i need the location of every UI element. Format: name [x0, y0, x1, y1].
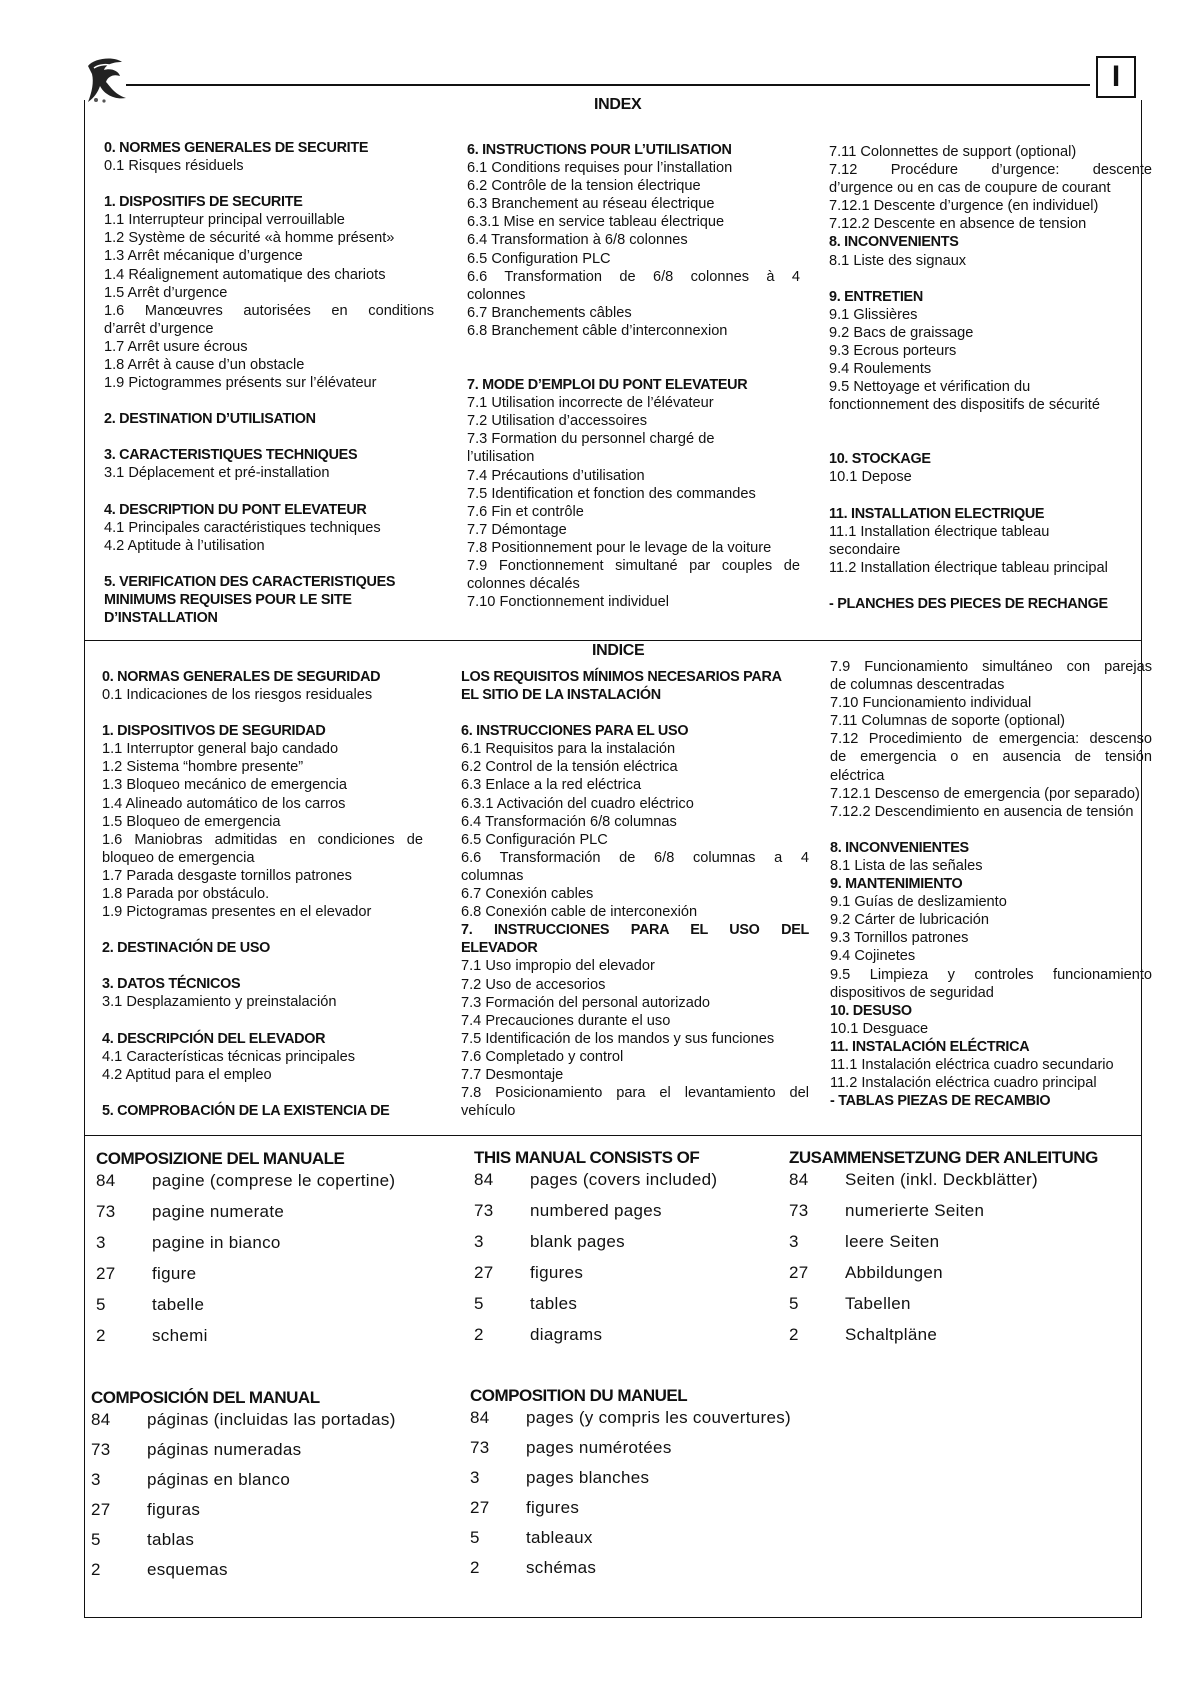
spacer — [104, 392, 434, 410]
index-entry: 4.2 Aptitud para el empleo — [102, 1066, 272, 1083]
spacer — [104, 175, 434, 193]
indice-title: INDICE — [592, 642, 645, 659]
index-entry: 3.1 Desplazamiento y preinstalación — [102, 994, 337, 1011]
index-heading: - TABLAS PIEZAS DE RECAMBIO — [830, 1093, 1051, 1110]
spacer — [102, 957, 423, 975]
composition-row — [91, 1500, 451, 1530]
composition-row — [474, 1325, 774, 1356]
index-entry: 1.9 Pictogrammes présents sur l’élévateur — [104, 375, 377, 392]
composition-label: páginas numeradas — [147, 1440, 302, 1459]
index-entry: 6.5 Configuración PLC — [461, 831, 608, 848]
index-entry: 7.11 Colonnettes de support (optional) — [829, 144, 1077, 160]
index-entry: 6.1 Requisitos para la instalación — [461, 741, 676, 758]
index-heading: 0. NORMES GENERALES DE SECURITE — [104, 140, 369, 156]
index-entry: 7.12.2 Descente en absence de tension — [829, 216, 1087, 233]
index-entry: 7.10 Funcionamiento individual — [830, 695, 1032, 712]
index-entry: 7.11 Columnas de soporte (optional) — [830, 713, 1065, 730]
index-entry: columnas — [461, 867, 524, 884]
index-entry: 1.5 Arrêt d’urgence — [104, 284, 228, 301]
index-entry: 7.1 Uso impropio del elevador — [461, 958, 655, 975]
index-entry: 9.2 Bacs de graissage — [829, 324, 974, 341]
composition-label: tableaux — [526, 1528, 593, 1547]
spacer — [102, 921, 423, 939]
composition-row — [474, 1263, 774, 1294]
index-heading: 2. DESTINACIÓN DE USO — [102, 940, 271, 957]
index-entry: d’arrêt d’urgence — [104, 320, 214, 337]
composition-count: 5 — [474, 1294, 484, 1313]
index-entry: de emergencia o en ausencia de tensión — [830, 749, 1152, 766]
index-entry: 1.9 Pictogramas presentes en el elevador — [102, 904, 372, 921]
brand-logo-icon — [84, 56, 128, 104]
composition-title: COMPOSITION DU MANUEL — [470, 1386, 688, 1405]
index-entry: 6.8 Branchement câble d’interconnexion — [467, 322, 728, 339]
index-entry: 6.3 Branchement au réseau électrique — [467, 196, 715, 213]
composition-count: 27 — [474, 1263, 494, 1282]
index-entry: 7.12 Procedimiento de emergencia: descenso — [830, 731, 1152, 748]
index-entry: 1.6 Maniobras admitidas en condiciones de — [102, 831, 423, 848]
composition-row — [96, 1202, 436, 1233]
index-heading: 7. MODE D’EMPLOI DU PONT ELEVATEUR — [467, 377, 748, 394]
index-heading: 8. INCONVENIENTES — [830, 839, 969, 856]
index-entry: 7.3 Formation du personnel chargé de — [467, 431, 715, 448]
composition-label: numerierte Seiten — [845, 1201, 985, 1220]
index-entry: 6.4 Transformación 6/8 columnas — [461, 813, 677, 830]
composition-row — [96, 1171, 436, 1202]
index-es-column-1 — [102, 668, 423, 1120]
page-section-letter: I — [1096, 56, 1136, 98]
index-entry: 7.8 Posicionamiento para el levantamiento del — [461, 1085, 809, 1102]
composition-count: 73 — [96, 1202, 116, 1221]
composition-label: pages (y compris les couvertures) — [526, 1408, 791, 1427]
composition-count: 3 — [474, 1232, 484, 1251]
index-heading: 3. DATOS TÉCNICOS — [102, 976, 241, 993]
index-heading: 10. DESUSO — [830, 1002, 912, 1019]
index-entry: fonctionnement des dispositifs de sécurité — [829, 397, 1100, 414]
composition-row — [96, 1295, 436, 1326]
composition-it — [96, 1149, 436, 1357]
index-entry: 10.1 Desguace — [830, 1020, 929, 1037]
composition-row — [789, 1170, 1129, 1201]
index-entry: 8.1 Lista de las señales — [830, 857, 983, 874]
index-entry: 1.2 Système de sécurité «à homme présent» — [104, 230, 395, 247]
index-entry: 3.1 Déplacement et pré-installation — [104, 465, 330, 482]
composition-title: COMPOSICIÓN DEL MANUAL — [91, 1388, 320, 1407]
index-entry: 9.1 Glissières — [829, 306, 918, 323]
composition-title: THIS MANUAL CONSISTS OF — [474, 1148, 700, 1167]
composition-count: 3 — [91, 1470, 101, 1489]
index-fr-column-3 — [829, 143, 1152, 613]
index-heading: 6. INSTRUCCIONES PARA EL USO — [461, 723, 689, 740]
composition-label: tables — [530, 1294, 578, 1313]
spacer — [104, 483, 434, 501]
index-entry: 7.8 Positionnement pour le levage de la voiture — [467, 539, 772, 556]
composition-row — [789, 1232, 1129, 1263]
spacer — [829, 270, 1152, 288]
composition-count: 2 — [474, 1325, 484, 1344]
index-fr-column-2 — [467, 141, 800, 611]
composition-row — [96, 1233, 436, 1264]
index-entry: 9.4 Roulements — [829, 361, 932, 378]
index-entry: 1.8 Arrêt à cause d’un obstacle — [104, 357, 305, 374]
index-entry: 7.4 Précautions d’utilisation — [467, 467, 645, 484]
index-entry: 6.7 Conexión cables — [461, 886, 594, 903]
index-heading: 7. INSTRUCCIONES PARA EL USO DEL — [461, 922, 809, 939]
index-entry: colonnes — [467, 286, 526, 303]
composition-label: Tabellen — [845, 1294, 911, 1313]
composition-label: schemi — [152, 1326, 208, 1345]
composition-row — [789, 1294, 1129, 1325]
composition-row — [474, 1170, 774, 1201]
index-entry: 9.3 Tornillos patrones — [830, 930, 969, 947]
index-entry: 7.12.2 Descendimiento en ausencia de tensión — [830, 803, 1134, 820]
spacer — [104, 428, 434, 446]
index-entry: 9.3 Ecrous porteurs — [829, 342, 957, 359]
composition-row — [470, 1498, 830, 1528]
composition-row — [474, 1294, 774, 1325]
spacer — [102, 1084, 423, 1102]
index-entry: 1.3 Arrêt mécanique d’urgence — [104, 248, 303, 265]
composition-row — [91, 1410, 451, 1440]
index-entry: 11.1 Installation électrique tableau — [829, 523, 1050, 540]
spacer — [829, 487, 1152, 505]
index-entry: 9.2 Cárter de lubricación — [830, 912, 989, 929]
composition-count: 3 — [470, 1468, 480, 1487]
index-es-column-3 — [830, 658, 1152, 1110]
composition-title: ZUSAMMENSETZUNG DER ANLEITUNG — [789, 1148, 1098, 1167]
index-fr-column-1 — [104, 139, 434, 627]
index-entry: 1.5 Bloqueo de emergencia — [102, 813, 281, 830]
composition-count: 84 — [96, 1171, 116, 1190]
index-entry: d’urgence ou en cas de coupure de courant — [829, 180, 1111, 197]
index-entry: colonnes décalés — [467, 576, 580, 593]
index-entry: 7.12.1 Descente d’urgence (en individuel) — [829, 198, 1099, 215]
composition-de — [789, 1148, 1129, 1356]
index-entry: 9.1 Guías de deslizamiento — [830, 894, 1007, 911]
index-entry: 6.2 Contrôle de la tension électrique — [467, 178, 701, 195]
divider-indice-composition — [84, 1135, 1142, 1136]
index-entry: 7.5 Identificación de los mandos y sus funciones — [461, 1030, 775, 1047]
composition-count: 84 — [470, 1408, 490, 1427]
composition-count: 2 — [96, 1326, 106, 1345]
composition-es — [91, 1388, 451, 1590]
composition-label: figures — [530, 1263, 584, 1282]
composition-label: figuras — [147, 1500, 201, 1519]
composition-row — [91, 1560, 451, 1590]
index-entry: secondaire — [829, 541, 901, 558]
index-heading: - PLANCHES DES PIECES DE RECHANGE — [829, 595, 1108, 612]
index-heading: 1. DISPOSITIFS DE SECURITE — [104, 194, 303, 211]
composition-label: figure — [152, 1264, 197, 1283]
index-entry: 4.1 Características técnicas principales — [102, 1048, 356, 1065]
index-entry: 7.3 Formación del personal autorizado — [461, 994, 711, 1011]
index-entry: 7.4 Precauciones durante el uso — [461, 1012, 671, 1029]
composition-count: 84 — [91, 1410, 111, 1429]
composition-label: Abbildungen — [845, 1263, 943, 1282]
composition-count: 73 — [470, 1438, 490, 1457]
composition-label: páginas en blanco — [147, 1470, 291, 1489]
composition-row — [91, 1440, 451, 1470]
composition-row — [96, 1326, 436, 1357]
composition-fr — [470, 1386, 830, 1588]
spacer — [102, 1012, 423, 1030]
composition-row — [91, 1530, 451, 1560]
index-heading: 3. CARACTERISTIQUES TECHNIQUES — [104, 447, 358, 464]
index-entry: 9.4 Cojinetes — [830, 948, 916, 965]
composition-title: COMPOSIZIONE DEL MANUALE — [96, 1149, 345, 1168]
composition-count: 73 — [91, 1440, 111, 1459]
composition-count: 84 — [789, 1170, 809, 1189]
spacer — [829, 577, 1152, 595]
index-entry: 7.2 Utilisation d’accessoires — [467, 413, 648, 430]
composition-count: 27 — [96, 1264, 116, 1283]
index-entry: 7.6 Fin et contrôle — [467, 503, 584, 520]
composition-label: diagrams — [530, 1325, 603, 1344]
composition-row — [470, 1408, 830, 1438]
index-heading: 5. COMPROBACIÓN DE LA EXISTENCIA DE — [102, 1102, 390, 1119]
index-entry: 1.7 Arrêt usure écrous — [104, 338, 248, 355]
index-heading: 4. DESCRIPCIÓN DEL ELEVADOR — [102, 1030, 326, 1047]
composition-count: 27 — [789, 1263, 809, 1282]
index-entry: 6.2 Control de la tensión eléctrica — [461, 759, 678, 776]
composition-count: 3 — [789, 1232, 799, 1251]
spacer — [829, 414, 1152, 450]
index-entry: 11.1 Instalación eléctrica cuadro secundario — [830, 1056, 1114, 1073]
index-entry: 6.6 Transformación de 6/8 columnas a 4 — [461, 849, 809, 866]
composition-row — [474, 1201, 774, 1232]
composition-count: 5 — [789, 1294, 799, 1313]
composition-label: tabelle — [152, 1295, 205, 1314]
composition-label: pagine numerate — [152, 1202, 285, 1221]
composition-count: 3 — [96, 1233, 106, 1252]
index-entry: 10.1 Depose — [829, 469, 912, 486]
header-rule — [126, 84, 1090, 86]
index-entry: l’utilisation — [467, 449, 535, 466]
index-entry: vehículo — [461, 1103, 516, 1120]
composition-row — [470, 1528, 830, 1558]
index-entry: 7.5 Identification et fonction des commandes — [467, 485, 756, 502]
composition-row — [470, 1468, 830, 1498]
composition-row — [470, 1558, 830, 1588]
spacer — [461, 704, 809, 722]
index-entry: 1.4 Réalignement automatique des chariots — [104, 266, 386, 283]
index-entry: 7.10 Fonctionnement individuel — [467, 594, 670, 611]
composition-count: 27 — [91, 1500, 111, 1519]
composition-count: 84 — [474, 1170, 494, 1189]
composition-label: Schaltpläne — [845, 1325, 938, 1344]
index-entry: 7.12.1 Descenso de emergencia (por separado) — [830, 785, 1140, 802]
index-heading: 5. VERIFICATION DES CARACTERISTIQUES — [104, 573, 396, 590]
index-entry: 1.1 Interrupteur principal verrouillable — [104, 212, 345, 229]
index-entry: 1.4 Alineado automático de los carros — [102, 795, 346, 812]
index-heading: 9. MANTENIMIENTO — [830, 876, 963, 893]
index-heading: 9. ENTRETIEN — [829, 288, 923, 305]
index-entry: 6.6 Transformation de 6/8 colonnes à 4 — [467, 268, 800, 285]
index-entry: 7.9 Fonctionnement simultané par couples de — [467, 557, 800, 574]
index-heading: MINIMUMS REQUISES POUR LE SITE — [104, 591, 352, 608]
index-heading: 11. INSTALACIÓN ELÉCTRICA — [830, 1038, 1030, 1055]
composition-label: Seiten (inkl. Deckblätter) — [845, 1170, 1038, 1189]
index-heading: 2. DESTINATION D’UTILISATION — [104, 411, 316, 428]
index-entry: 9.5 Limpieza y controles funcionamiento — [830, 966, 1152, 983]
index-entry: 7.6 Completado y control — [461, 1048, 624, 1065]
composition-label: pages (covers included) — [530, 1170, 718, 1189]
index-heading: 10. STOCKAGE — [829, 451, 931, 468]
composition-count: 5 — [470, 1528, 480, 1547]
composition-row — [470, 1438, 830, 1468]
composition-row — [91, 1470, 451, 1500]
index-heading: 6. INSTRUCTIONS POUR L’UTILISATION — [467, 142, 732, 158]
index-entry: 6.4 Transformation à 6/8 colonnes — [467, 232, 688, 249]
index-entry: 4.1 Principales caractéristiques techniques — [104, 519, 381, 536]
composition-count: 5 — [96, 1295, 106, 1314]
index-entry: 0.1 Risques résiduels — [104, 158, 244, 175]
index-entry: 1.1 Interruptor general bajo candado — [102, 741, 339, 758]
index-entry: 7.7 Desmontaje — [461, 1066, 564, 1083]
index-heading: 1. DISPOSITIVOS DE SEGURIDAD — [102, 723, 326, 740]
index-heading: ELEVADOR — [461, 940, 538, 957]
index-heading: D’INSTALLATION — [104, 609, 218, 626]
composition-label: figures — [526, 1498, 580, 1517]
composition-label: leere Seiten — [845, 1232, 940, 1251]
index-entry: 11.2 Installation électrique tableau principal — [829, 559, 1108, 576]
index-heading: 8. INCONVENIENTS — [829, 234, 959, 251]
index-entry: 7.1 Utilisation incorrecte de l’élévateur — [467, 395, 714, 412]
composition-label: esquemas — [147, 1560, 228, 1579]
index-heading: 0. NORMAS GENERALES DE SEGURIDAD — [102, 669, 381, 685]
spacer — [102, 704, 423, 722]
composition-row — [789, 1325, 1129, 1356]
index-entry: 1.7 Parada desgaste tornillos patrones — [102, 867, 352, 884]
divider-index-indice — [84, 640, 1142, 641]
index-entry: 9.5 Nettoyage et vérification du — [829, 379, 1031, 396]
index-title: INDEX — [594, 96, 642, 113]
index-es-column-2 — [461, 668, 809, 1120]
composition-row — [789, 1201, 1129, 1232]
composition-row — [96, 1264, 436, 1295]
composition-label: pages numérotées — [526, 1438, 672, 1457]
composition-label: schémas — [526, 1558, 597, 1577]
composition-label: blank pages — [530, 1232, 625, 1251]
index-entry: 6.3 Enlace a la red eléctrica — [461, 777, 642, 794]
index-entry: 1.2 Sistema “hombre presente” — [102, 759, 304, 776]
composition-label: numbered pages — [530, 1201, 662, 1220]
spacer — [830, 821, 1152, 839]
composition-row — [789, 1263, 1129, 1294]
index-heading: LOS REQUISITOS MÍNIMOS NECESARIOS PARA — [461, 669, 782, 685]
composition-count: 27 — [470, 1498, 490, 1517]
composition-row — [474, 1232, 774, 1263]
composition-count: 2 — [91, 1560, 101, 1579]
index-entry: 1.8 Parada por obstáculo. — [102, 886, 270, 903]
index-entry: 7.9 Funcionamiento simultáneo con parejas — [830, 659, 1152, 675]
index-entry: 6.8 Conexión cable de interconexión — [461, 904, 698, 921]
index-entry: 1.6 Manœuvres autorisées en conditions — [104, 302, 434, 319]
index-entry: 7.12 Procédure d’urgence: descente — [829, 162, 1152, 179]
composition-count: 5 — [91, 1530, 101, 1549]
index-heading: EL SITIO DE LA INSTALACIÓN — [461, 687, 661, 704]
composition-label: pagine (comprese le copertine) — [152, 1171, 396, 1190]
composition-label: pagine in bianco — [152, 1233, 281, 1252]
index-entry: 6.5 Configuration PLC — [467, 250, 611, 267]
composition-count: 2 — [789, 1325, 799, 1344]
index-heading: 4. DESCRIPTION DU PONT ELEVATEUR — [104, 501, 367, 518]
index-entry: 8.1 Liste des signaux — [829, 252, 967, 269]
index-entry: 7.7 Démontage — [467, 521, 567, 538]
index-entry: 6.7 Branchements câbles — [467, 304, 632, 321]
index-entry: 6.3.1 Mise en service tableau électrique — [467, 214, 725, 231]
index-entry: 11.2 Instalación eléctrica cuadro principal — [830, 1075, 1097, 1092]
composition-count: 73 — [474, 1201, 494, 1220]
index-entry: 0.1 Indicaciones de los riesgos residuales — [102, 687, 373, 704]
composition-label: páginas (incluidas las portadas) — [147, 1410, 396, 1429]
index-entry: 4.2 Aptitude à l’utilisation — [104, 537, 265, 554]
index-entry: dispositivos de seguridad — [830, 984, 994, 1001]
composition-count: 2 — [470, 1558, 480, 1577]
index-heading: 11. INSTALLATION ELECTRIQUE — [829, 505, 1045, 522]
index-entry: eléctrica — [830, 767, 885, 784]
spacer — [467, 340, 800, 376]
index-entry: 6.3.1 Activación del cuadro eléctrico — [461, 795, 694, 812]
index-entry: 6.1 Conditions requises pour l’installation — [467, 160, 733, 177]
composition-count: 73 — [789, 1201, 809, 1220]
composition-label: tablas — [147, 1530, 195, 1549]
index-entry: 1.3 Bloqueo mecánico de emergencia — [102, 777, 348, 794]
index-entry: de columnas descentradas — [830, 677, 1005, 694]
composition-en — [474, 1148, 774, 1356]
index-entry: bloqueo de emergencia — [102, 849, 255, 866]
composition-label: pages blanches — [526, 1468, 650, 1487]
index-entry: 7.2 Uso de accesorios — [461, 976, 606, 993]
spacer — [104, 555, 434, 573]
